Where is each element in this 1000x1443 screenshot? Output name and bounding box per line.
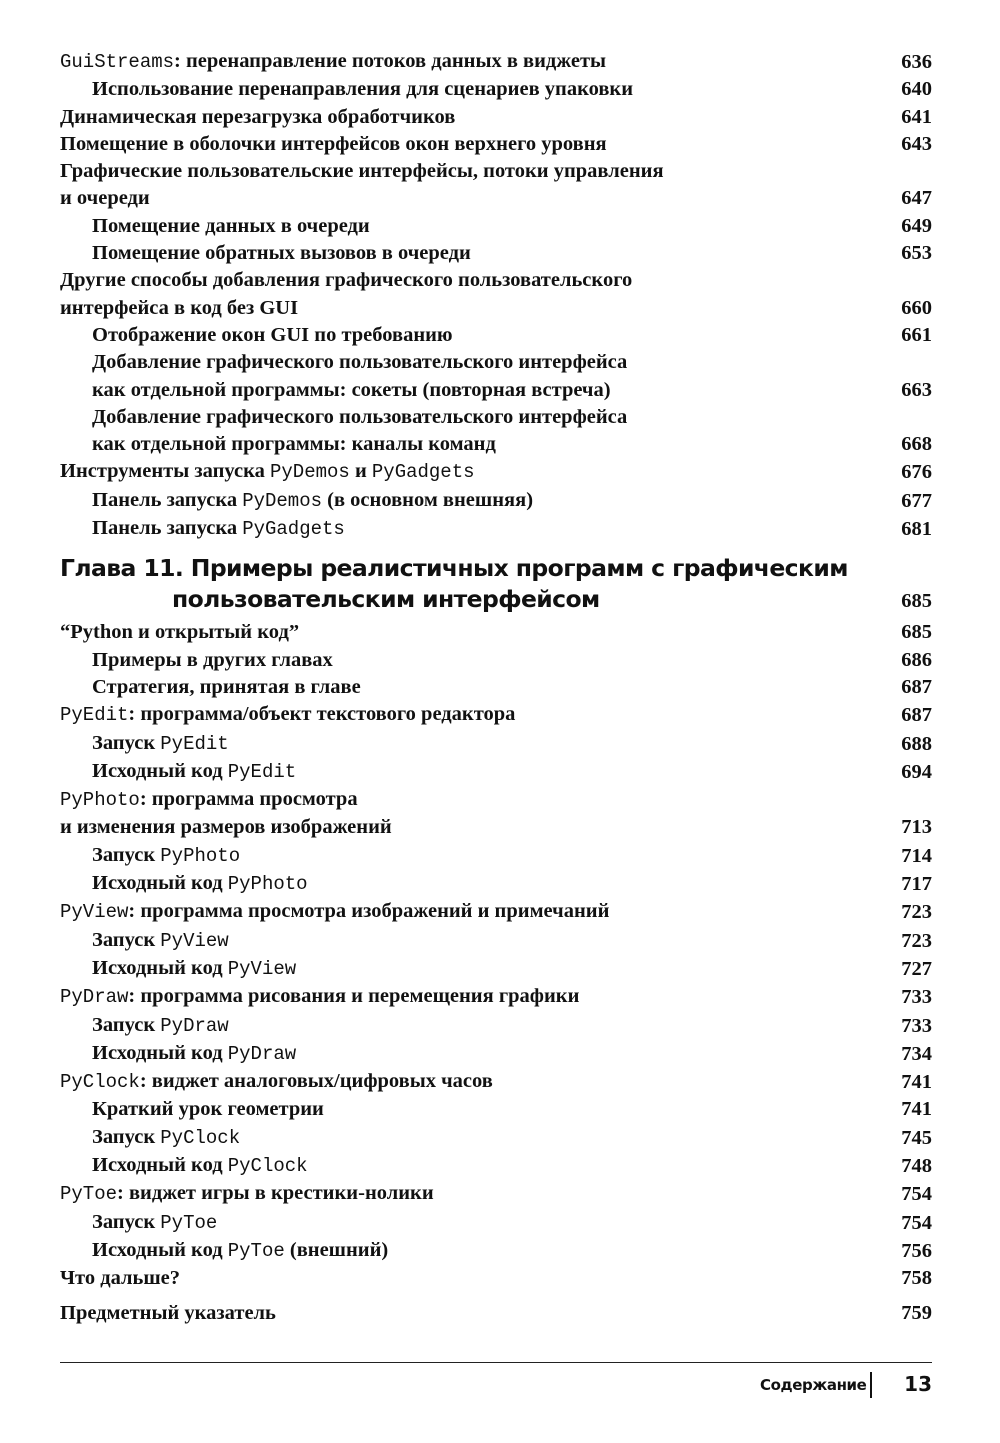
toc-entry-title xyxy=(60,1152,872,1180)
toc-entry-text: Стратегия, принятая в главе xyxy=(92,675,361,698)
toc-entry-text: “Python и открытый код” xyxy=(60,621,300,644)
toc-entry xyxy=(60,927,932,955)
toc-entry xyxy=(60,619,932,646)
toc-entry-title xyxy=(60,1180,872,1208)
toc-entry-text: и изменения размеров изображений xyxy=(60,816,392,839)
toc-entry-title xyxy=(60,1096,872,1123)
toc-entry-code: PyToe xyxy=(60,1183,118,1206)
toc-entry-page: 741 xyxy=(901,1071,932,1094)
toc-entry xyxy=(60,1152,932,1180)
toc-entry-page: 685 xyxy=(901,621,932,644)
toc-entry-title xyxy=(60,898,872,926)
chapter-title-line2: пользовательским интерфейсом xyxy=(172,585,600,614)
toc-entry-page: 759 xyxy=(901,1302,932,1325)
toc-entry-code: PyPhoto xyxy=(160,844,241,867)
toc-entry-title xyxy=(60,730,872,758)
toc-entry xyxy=(60,240,932,267)
toc-entry-index xyxy=(60,1300,932,1327)
toc-entry-text: Использование перенаправления для сценариев упаковки xyxy=(92,78,634,101)
toc-entry-text: (внешний) xyxy=(284,1238,389,1261)
toc-entry-text: Исходный код xyxy=(92,1041,228,1064)
toc-entry-page: 713 xyxy=(901,816,932,839)
toc-entry-text: Инструменты запуска xyxy=(60,460,270,483)
toc-entry-title xyxy=(60,377,872,404)
toc-entry-code: PyPhoto xyxy=(227,873,308,896)
toc-entry-page: 758 xyxy=(901,1267,932,1290)
toc-entry-title xyxy=(60,185,872,212)
chapter-title-line1: Глава 11. Примеры реалистичных программ с графическим xyxy=(60,554,848,583)
toc-entry xyxy=(60,983,932,1011)
toc-entry-page: 734 xyxy=(901,1042,932,1065)
toc-entry xyxy=(60,458,932,486)
toc-entry-page: 686 xyxy=(901,648,932,671)
toc-entry xyxy=(60,1068,932,1096)
toc-entry-page: 643 xyxy=(901,132,932,155)
toc-entry-page: 681 xyxy=(901,518,932,541)
toc-entry xyxy=(60,487,932,515)
toc-entry xyxy=(60,322,932,349)
toc-entry-title xyxy=(60,927,872,955)
toc-entry-title xyxy=(60,1068,872,1096)
toc-entry-code: PyEdit xyxy=(60,704,129,727)
chapter-title xyxy=(60,553,872,615)
toc-entry-text: и очереди xyxy=(60,187,150,210)
toc-entry-page: 641 xyxy=(901,105,932,128)
toc-entry-text: (в основном внешняя) xyxy=(322,488,534,511)
toc-entry-page: 649 xyxy=(901,214,932,237)
chapter-page-number: 685 xyxy=(901,590,932,613)
toc-entry-code: PyClock xyxy=(227,1154,308,1177)
toc-entry-page: 663 xyxy=(901,378,932,401)
toc-entry-text: : виджет аналоговых/цифровых часов xyxy=(139,1070,493,1093)
toc-entry-text: Запуск xyxy=(92,928,161,951)
toc-entry xyxy=(60,213,932,240)
toc-entry-code: PyPhoto xyxy=(60,789,140,812)
toc-entry-title xyxy=(60,983,872,1011)
toc-entry-code: PyDraw xyxy=(227,1042,297,1065)
toc-entry-page: 741 xyxy=(901,1098,932,1121)
toc-entry-title xyxy=(60,758,872,786)
toc-entry-text: Запуск xyxy=(92,1210,161,1233)
toc-entry-code: PyClock xyxy=(60,1071,140,1094)
toc-entry-text: Исходный код xyxy=(92,872,228,895)
toc-entries-section-10 xyxy=(60,48,932,543)
toc-entry-text: как отдельной программы: сокеты (повторная встреча) xyxy=(92,378,611,401)
toc-entry-page: 723 xyxy=(901,901,932,924)
toc-entry-page: 636 xyxy=(901,51,932,73)
footer-section-label: Содержание xyxy=(760,1376,867,1394)
toc-entry-text: Примеры в других главах xyxy=(92,648,333,671)
toc-entry-title xyxy=(60,487,872,515)
toc-entry-code: PyDraw xyxy=(160,1014,229,1037)
toc-entry xyxy=(60,431,932,458)
toc-entry xyxy=(60,1040,932,1068)
toc-entry xyxy=(60,786,932,814)
toc-entry-text: Панель запуска xyxy=(92,517,243,540)
toc-entry-code: PyView xyxy=(160,929,229,952)
toc-entry-code: PyDraw xyxy=(60,986,129,1009)
toc-entry-title xyxy=(60,458,872,486)
toc-entry xyxy=(60,1180,932,1208)
toc-entry-title xyxy=(60,955,872,983)
toc-entry-text: как отдельной программы: каналы команд xyxy=(92,433,496,456)
toc-entry xyxy=(60,48,932,76)
toc-entry-title xyxy=(60,213,872,240)
toc-entry-text: Что дальше? xyxy=(60,1267,181,1290)
toc-entry-page: 754 xyxy=(901,1183,932,1206)
toc-entry-text: Исходный код xyxy=(92,759,228,782)
toc-entry-page: 717 xyxy=(901,873,932,896)
toc-entry-code: PyToe xyxy=(227,1239,285,1262)
toc-entry-text: Панель запуска xyxy=(92,488,243,511)
toc-entry-text: Запуск xyxy=(92,843,161,866)
toc-entry-text: Динамическая перезагрузка обработчиков xyxy=(60,105,456,128)
toc-entry-code: PyEdit xyxy=(227,760,297,783)
toc-entry-title: Предметный указатель xyxy=(60,1302,276,1325)
toc-entry-code: PyGadgets xyxy=(242,518,345,541)
toc-entry-title xyxy=(60,404,872,431)
toc-entry-text: Исходный код xyxy=(92,956,228,979)
toc-entry-title xyxy=(60,48,872,76)
toc-entry-title xyxy=(60,1124,872,1152)
toc-entry-title xyxy=(60,240,872,267)
toc-entry-title xyxy=(60,1265,872,1292)
toc-entry-text: Запуск xyxy=(92,1125,161,1148)
toc-entry-title xyxy=(60,814,872,841)
toc-entry-page: 640 xyxy=(901,78,932,101)
toc-entry-page: 723 xyxy=(901,929,932,952)
toc-entry xyxy=(60,1237,932,1265)
toc-entry-title xyxy=(60,701,872,729)
toc-entry xyxy=(60,955,932,983)
toc-entry-text: Помещение в оболочки интерфейсов окон верхнего уровня xyxy=(60,132,607,155)
toc-entry-page: 733 xyxy=(901,986,932,1009)
toc-entry xyxy=(60,1265,932,1292)
toc-entry-page: 660 xyxy=(901,296,932,319)
toc-entry-title xyxy=(60,104,872,131)
toc-entry-title xyxy=(60,842,872,870)
toc-entry xyxy=(60,104,932,131)
toc-entry-page: 727 xyxy=(901,957,932,980)
toc-entry xyxy=(60,404,932,431)
toc-entry-title xyxy=(60,515,872,543)
toc-entry-title xyxy=(60,349,872,376)
toc-entry-page: 653 xyxy=(901,242,932,265)
toc-entry xyxy=(60,701,932,729)
toc-entry-page: 694 xyxy=(901,760,932,783)
toc-entry xyxy=(60,349,932,376)
toc-entry xyxy=(60,76,932,103)
toc-entry-title xyxy=(60,158,872,185)
toc-entry-page: 687 xyxy=(901,675,932,698)
toc-entry-page: 756 xyxy=(901,1239,932,1262)
toc-entry-code: PyDemos xyxy=(242,489,323,512)
toc-entry-code: PyDemos xyxy=(270,461,350,484)
toc-entry xyxy=(60,131,932,158)
toc-entry-text: интерфейса в код без GUI xyxy=(60,296,299,319)
toc-entry xyxy=(60,730,932,758)
toc-entry xyxy=(60,898,932,926)
toc-entry-title xyxy=(60,267,872,294)
toc-entry-page: 647 xyxy=(901,187,932,210)
toc-entry-text: Запуск xyxy=(92,731,161,754)
toc-entry xyxy=(60,295,932,322)
toc-entry-text: Отображение окон GUI по требованию xyxy=(92,323,453,346)
toc-entry-text: Запуск xyxy=(92,1013,161,1036)
toc-entry-text: : программа просмотра изображений и примечаний xyxy=(128,900,610,923)
toc-entry xyxy=(60,158,932,185)
toc-entry-page: 714 xyxy=(901,844,932,867)
toc-entry-code: PyToe xyxy=(160,1211,218,1234)
toc-entry-text: и xyxy=(349,460,372,483)
toc-entry-title xyxy=(60,619,872,646)
toc-entry-title xyxy=(60,76,872,103)
toc-entry-text: Помещение обратных вызовов в очереди xyxy=(92,242,471,265)
toc-entry-title xyxy=(60,1237,872,1265)
toc-entry-title xyxy=(60,131,872,158)
footer-divider xyxy=(60,1362,932,1363)
toc-entry-text: : программа просмотра xyxy=(139,788,358,811)
toc-entry xyxy=(60,814,932,841)
toc-entry-title xyxy=(60,647,872,674)
toc-entry-text: : перенаправление потоков данных в виджеты xyxy=(174,50,607,72)
toc-entry xyxy=(60,842,932,870)
toc-entry-text: Исходный код xyxy=(92,1153,228,1176)
toc-entry-text: Краткий урок геометрии xyxy=(92,1098,324,1121)
toc-entry-title xyxy=(60,1040,872,1068)
toc-entry-code: GuiStreams xyxy=(60,51,175,73)
toc-entry-page: 688 xyxy=(901,732,932,755)
toc-entry-code: PyEdit xyxy=(160,732,229,755)
toc-entry xyxy=(60,674,932,701)
toc-entry-title xyxy=(60,1209,872,1237)
toc-entry-text: Другие способы добавления графического пользовательского xyxy=(60,269,633,292)
toc-entry-page: 668 xyxy=(901,433,932,456)
toc-entry-title xyxy=(60,322,872,349)
footer-separator xyxy=(870,1372,872,1398)
toc-entry-page: 677 xyxy=(901,489,932,512)
toc-entry-page: 661 xyxy=(901,323,932,346)
toc-entry xyxy=(60,515,932,543)
toc-entry-text: Графические пользовательские интерфейсы, потоки управления xyxy=(60,160,664,183)
toc-entry-text: Добавление графического пользовательского интерфейса xyxy=(92,351,628,374)
toc-entry-text: Помещение данных в очереди xyxy=(92,214,370,237)
toc-entry-text: Исходный код xyxy=(92,1238,228,1261)
toc-entry-text: : программа/объект текстового редактора xyxy=(128,703,516,726)
toc-entry-page: 733 xyxy=(901,1014,932,1037)
toc-entry-text: Добавление графического пользовательского интерфейса xyxy=(92,405,628,428)
toc-entry-code: PyView xyxy=(60,901,129,924)
toc-entry-code: PyGadgets xyxy=(371,461,475,484)
toc-entry-text: : программа рисования и перемещения графики xyxy=(128,985,580,1008)
toc-entry-page: 754 xyxy=(901,1211,932,1234)
toc-entries-chapter-11 xyxy=(60,619,932,1292)
toc-entry-page: 687 xyxy=(901,704,932,727)
toc-entry-code: PyClock xyxy=(160,1126,241,1149)
toc-entry xyxy=(60,377,932,404)
toc-entry xyxy=(60,1012,932,1040)
toc-entry-page: 745 xyxy=(901,1126,932,1149)
toc-entry xyxy=(60,1096,932,1123)
toc-entry-page: 676 xyxy=(901,461,932,484)
toc-entry xyxy=(60,267,932,294)
toc-entry xyxy=(60,758,932,786)
chapter-heading xyxy=(60,553,932,615)
toc-entry xyxy=(60,1209,932,1237)
toc-entry-title xyxy=(60,295,872,322)
toc-entry xyxy=(60,185,932,212)
toc-entry-title xyxy=(60,431,872,458)
toc-entry-title xyxy=(60,1012,872,1040)
toc-entry xyxy=(60,647,932,674)
toc-entry-page: 748 xyxy=(901,1154,932,1177)
toc-entry-title xyxy=(60,786,872,814)
toc-entry-title xyxy=(60,674,872,701)
toc-entry-title xyxy=(60,870,872,898)
toc-entry xyxy=(60,870,932,898)
toc-entry-code: PyView xyxy=(227,957,297,980)
footer-page-number: 13 xyxy=(904,1372,932,1396)
toc-entry-text: : виджет игры в крестики-нолики xyxy=(117,1182,434,1205)
toc-entry xyxy=(60,1124,932,1152)
table-of-contents xyxy=(60,48,932,1328)
